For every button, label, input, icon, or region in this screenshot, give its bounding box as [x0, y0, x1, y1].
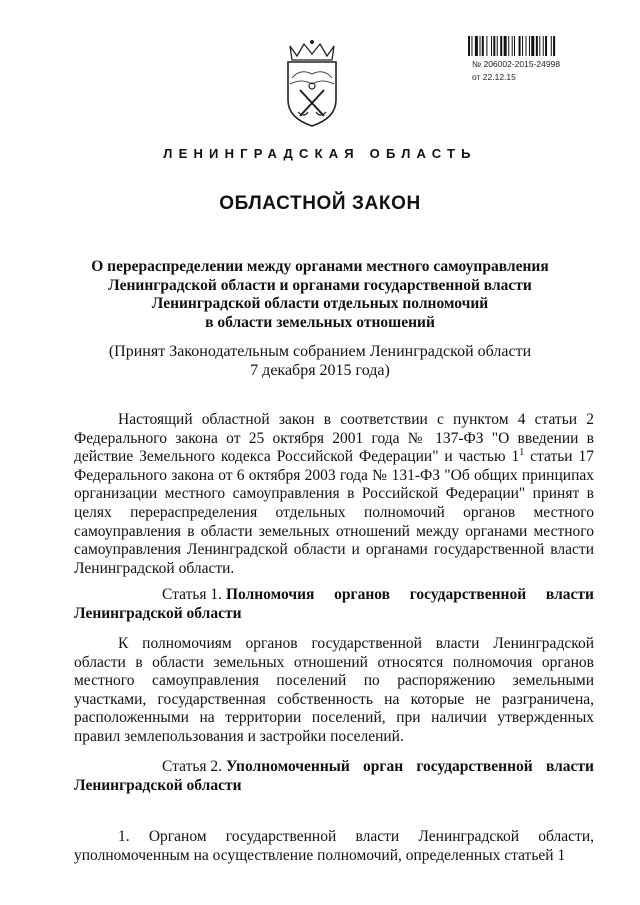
- region-heading: ЛЕНИНГРАДСКАЯ ОБЛАСТЬ: [163, 146, 477, 161]
- barcode-bar: [504, 36, 507, 56]
- barcode-bar: [480, 36, 481, 56]
- barcode-bar: [543, 36, 544, 56]
- barcode-bar: [508, 36, 509, 56]
- article-2-text: 1. Органом государственной власти Ленинградской области, уполномоченным на осуществление полномочий, определенных статьей 1: [74, 828, 594, 864]
- barcode-bar: [531, 36, 534, 56]
- article-2-heading: Статья 2. Уполномоченный орган государственной власти Ленинградской области: [74, 758, 594, 794]
- barcode-bar: [493, 36, 495, 56]
- barcode-bar: [468, 36, 470, 56]
- barcode-bar: [514, 36, 515, 56]
- adoption-line: (Принят Законодательным собранием Ленинградской области: [108, 343, 532, 360]
- preamble-paragraph: Настоящий областной закон в соответствии с пунктом 4 статьи 2 Федерального закона от 25 октября 2001 года № 137-ФЗ "О введении в действие Земельного кодекса Российской Федерации" и частью $1^1$ статьи 17 Федерального закона от 6 октября 2003 года № 131-ФЗ "Об общих принципах организации местного самоуправления в Российской Федерации" принят в целях перераспределения отдельных полномочий органов местного самоуправления в области земельных отношений между органами местного самоуправления Ленинградской области и органами государственной власти Ленинградской области.: [74, 411, 594, 577]
- barcode-bar: [491, 36, 492, 56]
- adoption-line: 7 декабря 2015 года): [250, 362, 390, 379]
- superscript: 1: [519, 447, 525, 459]
- coat-of-arms-icon: [280, 38, 344, 128]
- barcode-bar: [551, 36, 552, 56]
- article-1-text: К полномочиям органов государственной власти Ленинградской области в области земельных отношений относятся полномочия органов местного самоуправления поселений по распоряжению земельными участками, государственная собственность на которые не разграничена, расположенными на территории поселений, при наличии утвержденных правил землепользования и застройки поселений.: [74, 635, 594, 745]
- barcode-bar: [519, 36, 521, 56]
- registration-number: № 206002-2015-24998: [472, 59, 561, 69]
- barcode-bar: [512, 36, 513, 56]
- document-type-heading: ОБЛАСТНОЙ ЗАКОН: [219, 193, 421, 214]
- barcode-bar: [553, 36, 555, 56]
- law-title-line: Ленинградской области и органами государственной власти: [108, 276, 532, 294]
- law-title-line: в области земельных отношений: [205, 313, 435, 331]
- barcode-bar: [536, 36, 538, 56]
- barcode-bar: [539, 36, 540, 56]
- law-title-line: Ленинградской области отдельных полномочий: [151, 295, 489, 312]
- barcode-bar: [482, 36, 484, 56]
- registration-date: от 22.12.15: [472, 72, 516, 82]
- barcode-bar: [497, 36, 498, 56]
- barcode-bar: [522, 36, 523, 56]
- law-title: [60, 258, 580, 332]
- barcode-bar: [486, 36, 487, 56]
- barcode-bar: [529, 36, 530, 56]
- barcode-bar: [471, 36, 472, 56]
- barcode-bar: [500, 36, 502, 56]
- adoption-note: [60, 342, 580, 380]
- barcode-bar: [545, 36, 547, 56]
- barcode-bar: [475, 36, 478, 56]
- law-title-line: О перераспределении между органами местного самоуправления: [91, 258, 549, 275]
- barcode-bar: [526, 36, 527, 56]
- barcode-icon: [468, 36, 608, 56]
- article-1-heading: Статья 1. Полномочия органов государственной власти Ленинградской области: [74, 586, 594, 622]
